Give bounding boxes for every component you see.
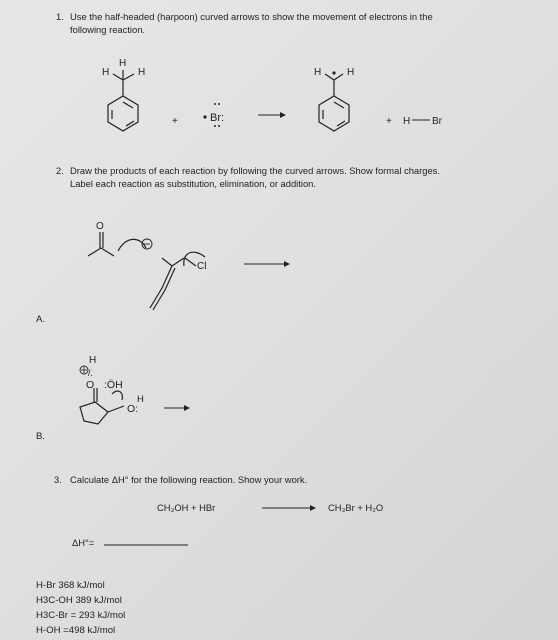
q2b-structures: [80, 388, 124, 424]
q3-prompt: Calculate ΔH° for the following reaction. Show your work.: [70, 474, 308, 485]
benzyl-radical-dot: [332, 71, 335, 74]
q2b-dot-slash: /.: [88, 368, 94, 378]
q2-number: 2.: [56, 165, 64, 176]
q2a-oxygen: O: [96, 221, 104, 232]
q1-reactant-h-top: H: [119, 58, 127, 69]
q2-text-line1: Draw the products of each reaction by following the curved arrows. Show formal charges.: [70, 165, 440, 176]
q2a-chlorine: Cl: [197, 261, 207, 272]
q3-number: 3.: [54, 474, 62, 485]
bond-energy-4: H-OH =498 kJ/mol: [36, 625, 116, 636]
q1-reactant-h-right: H: [138, 67, 146, 78]
q2b-hydroxide: :ÖH: [104, 379, 123, 391]
bond-energy-3: H3C-Br = 293 kJ/mol: [36, 610, 126, 621]
q1-text-line1: Use the half-headed (harpoon) curved arrows to show the movement of electrons in the: [70, 11, 433, 22]
q1-text-line2: following reaction.: [70, 24, 146, 35]
q1-plus-2: +: [386, 116, 392, 127]
q3-reactants: CH₃OH + HBr: [157, 502, 216, 513]
q1-product-benzyl-radical: [319, 74, 349, 131]
q1-hbr-br: Br: [432, 116, 442, 127]
radical-dot: [203, 115, 206, 118]
bond-energy-1: H-Br 368 kJ/mol: [36, 580, 105, 591]
bond-energy-2: H3C-OH 389 kJ/mol: [36, 595, 122, 606]
q1-reactant-toluene: [108, 70, 138, 131]
q3-products: CH₃Br + H₂O: [328, 502, 384, 513]
q1-bromine-radical: Br:: [210, 112, 225, 124]
q1-reactant-h-left: H: [102, 67, 110, 78]
dh-label: ΔH°=: [72, 537, 95, 548]
q1-number: 1.: [56, 11, 64, 22]
q1-hbr-h: H: [403, 116, 411, 127]
q1-product-h-right: H: [347, 67, 355, 78]
q1-product-h-left: H: [314, 67, 322, 78]
q2-label-a: A.: [36, 314, 46, 325]
q2b-oxygen-top: O: [86, 379, 95, 391]
q2-label-b: B.: [36, 431, 46, 442]
q2b-ring-oxygen: O:: [127, 403, 139, 415]
q2-text-line2: Label each reaction as substitution, elimination, or addition.: [70, 178, 316, 189]
q2b-ring-h: H: [137, 394, 144, 405]
q2b-h-top: H: [89, 355, 97, 366]
q1-plus-1: +: [172, 116, 178, 127]
